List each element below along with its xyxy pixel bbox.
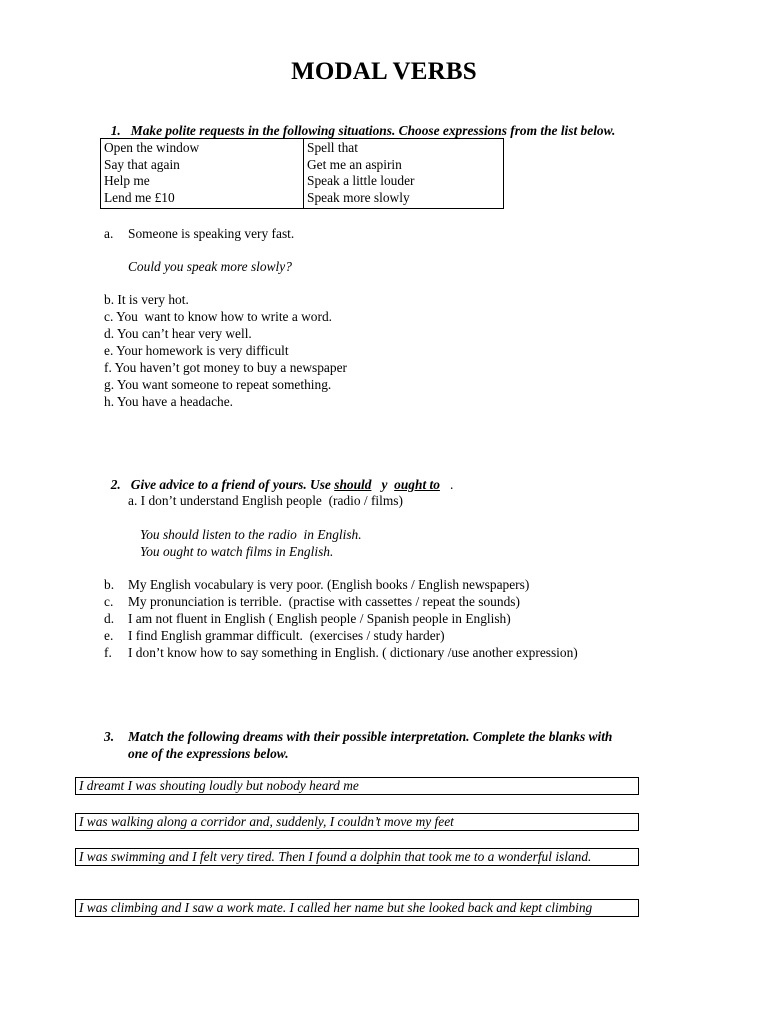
section2-item-text: My English vocabulary is very poor. (English books / English newspapers) [128, 577, 530, 592]
section2-word-ought-to: ought to [394, 477, 440, 492]
expression-item: Speak a little louder [307, 173, 415, 189]
section2-tail: . [449, 477, 454, 492]
section2-item-letter: b. [104, 577, 115, 592]
expression-item: Speak more slowly [307, 190, 410, 206]
section2-heading [104, 459, 453, 493]
section2-item-text: I find English grammar difficult. (exercises / study harder) [128, 628, 445, 643]
section2-answer: You should listen to the radio in English. [140, 527, 362, 542]
list-item: d. You can’t hear very well. [104, 326, 252, 341]
list-item: f. You haven’t got money to buy a newspaper [104, 360, 347, 375]
expression-item: Spell that [307, 140, 358, 155]
section2-item-text: I don’t know how to say something in English. ( dictionary /use another expression) [128, 645, 578, 660]
expressions-table [100, 138, 504, 209]
section2-item-text: My pronunciation is terrible. (practise with cassettes / repeat the sounds) [128, 594, 520, 609]
section2-item-letter: f. [104, 645, 112, 660]
dream-box: I was walking along a corridor and, suddenly, I couldn’t move my feet [75, 813, 639, 831]
expression-item: Lend me £10 [104, 190, 175, 206]
page-title: MODAL VERBS [291, 58, 477, 85]
dream-box: I was swimming and I felt very tired. Then I found a dolphin that took me to a wonderful island. [75, 848, 639, 866]
section2-item-letter: e. [104, 628, 114, 643]
section2-item-text: I am not fluent in English ( English people / Spanish people in English) [128, 611, 511, 626]
expression-item: Open the window [104, 140, 200, 155]
section2-example: a. I don’t understand English people (radio / films) [128, 493, 403, 508]
section1-example-text: Someone is speaking very fast. [128, 226, 295, 241]
expressions-column-left [101, 139, 304, 209]
list-item: g. You want someone to repeat something. [104, 377, 332, 392]
list-item: c. You want to know how to write a word. [104, 309, 332, 324]
section1-example-letter: a. [104, 226, 114, 241]
expressions-column-right [304, 139, 504, 209]
section2-conj: y [381, 477, 388, 492]
section3-number: 3. [104, 729, 115, 744]
expression-item: Say that again [104, 156, 180, 172]
section1-example-answer: Could you speak more slowly? [128, 259, 292, 274]
section2-word-should: should [334, 477, 372, 492]
expression-item: Help me [104, 173, 150, 189]
section2-item-letter: d. [104, 611, 115, 626]
section3-heading-line1: Match the following dreams with their possible interpretation. Complete the blanks with [128, 729, 613, 744]
list-item: e. Your homework is very difficult [104, 343, 289, 358]
section1-heading [104, 105, 615, 139]
dream-box: I dreamt I was shouting loudly but nobody heard me [75, 777, 639, 795]
section2-item-letter: c. [104, 594, 114, 609]
expression-item: Get me an aspirin [307, 156, 402, 172]
section2-heading-text: Give advice to a friend of yours. Use [130, 477, 331, 492]
section1-number: 1. [110, 123, 121, 138]
list-item: h. You have a headache. [104, 394, 234, 409]
dream-box: I was climbing and I saw a work mate. I called her name but she looked back and kept climbing [75, 899, 639, 917]
list-item: b. It is very hot. [104, 292, 189, 307]
section2-answer: You ought to watch films in English. [140, 544, 334, 559]
section2-number: 2. [110, 477, 121, 492]
section3-heading-line2: one of the expressions below. [128, 746, 289, 761]
section1-heading-text: Make polite requests in the following situations. Choose expressions from the list below. [130, 123, 616, 138]
